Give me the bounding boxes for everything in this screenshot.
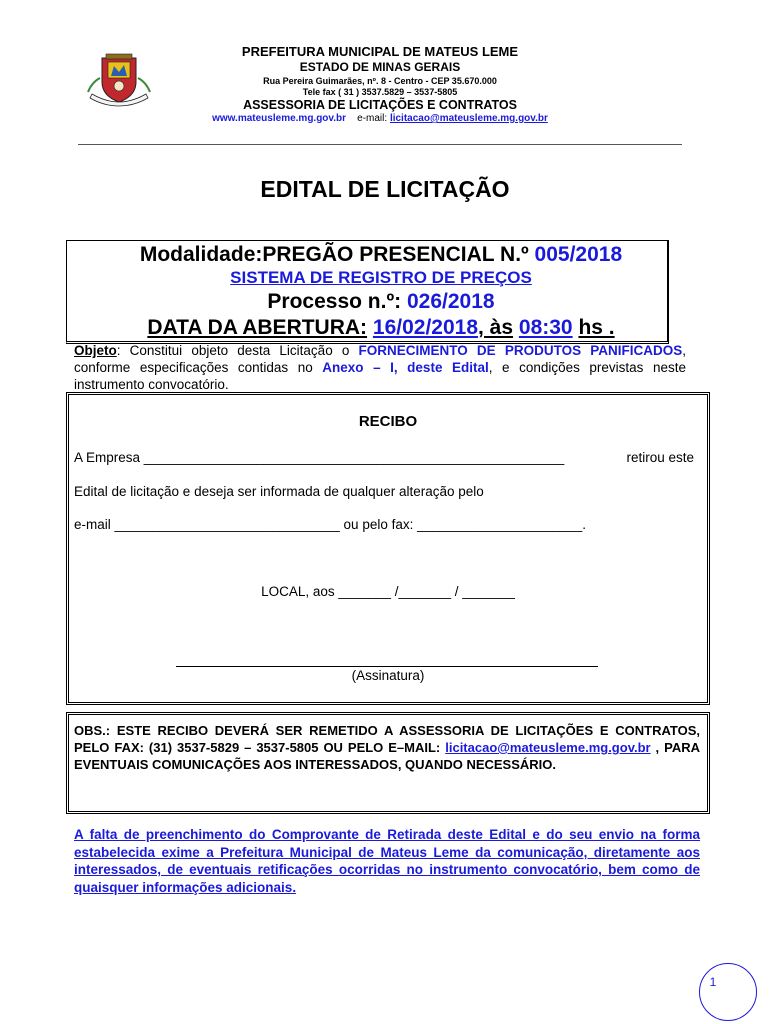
abertura-suffix: hs . (578, 316, 615, 339)
municipal-crest-icon (84, 52, 154, 110)
obs-paragraph (74, 722, 700, 773)
recibo-line2: Edital de licitação e deseja ser informada de qualquer alteração pelo (74, 484, 484, 499)
website-link[interactable]: www.mateusleme.mg.gov.br (212, 113, 347, 124)
header-department: ASSESSORIA DE LICITAÇÕES E CONTRATOS (243, 98, 517, 112)
email-link[interactable]: licitacao@mateusleme.mg.gov.br (389, 113, 548, 124)
obs-text2: , PARA EVENTUAIS COMUNICAÇÕES AOS INTERESSADOS, QUANDO NECESSÁRIO. (74, 740, 700, 772)
recibo-title: RECIBO (358, 413, 418, 430)
objeto-paragraph (74, 342, 686, 393)
objeto-anexo: Anexo – I, deste Edital (322, 360, 489, 375)
empresa-blank[interactable]: ________________________________________________________ (143, 450, 565, 465)
email-label: e-mail: (357, 113, 388, 124)
abertura-label: DATA DA ABERTURA: (147, 316, 368, 339)
objeto-text2: , conforme especificações contidas no (74, 343, 686, 375)
modalidade-label: Modalidade: (139, 243, 263, 266)
signature-label: (Assinatura) (351, 668, 425, 683)
recibo-box (66, 392, 710, 705)
modalidade-type: PREGÃO PRESENCIAL N.º (262, 243, 529, 266)
processo-line (66, 290, 696, 314)
empresa-prefix: A Empresa (74, 450, 141, 465)
abertura-sep: , às (478, 316, 514, 339)
recibo-empresa-line (74, 450, 702, 465)
pregao-number: 005/2018 (534, 243, 623, 266)
header-estado: ESTADO DE MINAS GERAIS (299, 60, 461, 74)
obs-text1: OBS.: ESTE RECIBO DEVERÁ SER REMETIDO A ASSESSORIA DE LICITAÇÕES E CONTRATOS, PELO FAX: (31) 3537-5829 – 3537-5805 OU PELO E–MAIL: (74, 723, 700, 755)
abertura-date: 16/02/2018 (372, 316, 479, 339)
page-number-circle (699, 963, 757, 1021)
header-phone: Tele fax ( 31 ) 3537.5829 – 3537-5805 (302, 87, 458, 97)
document-title: EDITAL DE LICITAÇÃO (260, 176, 510, 202)
local-date-line[interactable]: LOCAL, aos _______ /_______ / _______ (261, 584, 515, 599)
abertura-time: 08:30 (518, 316, 573, 339)
registro-precos: SISTEMA DE REGISTRO DE PREÇOS (230, 268, 532, 287)
header-address: Rua Pereira Guimarães, nº. 8 - Centro - CEP 35.670.000 (263, 76, 497, 86)
obs-email-link[interactable]: licitacao@mateusleme.mg.gov.br (445, 740, 651, 755)
modalidade-line (66, 243, 696, 267)
objeto-label: Objeto (74, 343, 117, 358)
processo-number: 026/2018 (406, 290, 495, 313)
abertura-line (66, 316, 696, 340)
header-contact (150, 113, 610, 124)
header-divider (78, 144, 682, 145)
page-number: 1 (709, 975, 717, 989)
objeto-text3: , e condições previstas neste instrumento convocatório. (74, 360, 686, 392)
email-blank[interactable]: ______________________________ (114, 517, 340, 532)
signature-line[interactable] (176, 666, 598, 667)
processo-label: Processo n.º: (267, 290, 402, 313)
objeto-highlight: FORNECIMENTO DE PRODUTOS PANIFICADOS (358, 343, 683, 358)
retirada-notice: A falta de preenchimento do Comprovante de Retirada deste Edital e do seu envio na forma estabelecida exime a Prefeitura Municipal de Mateus Leme da comunicação, diretamente aos interessados, de eventuais retificações ocorridas no instrumento convocatório, bem como de quaisquer informações adicionais. (74, 827, 700, 895)
empresa-suffix: retirou este (626, 450, 694, 465)
fax-prefix: ou pelo fax: (343, 517, 414, 532)
objeto-text1: : Constitui objeto desta Licitação o (116, 343, 350, 358)
header-prefeitura: PREFEITURA MUNICIPAL DE MATEUS LEME (241, 44, 519, 59)
fax-blank[interactable]: ______________________. (417, 517, 587, 532)
recibo-contact-line (74, 517, 702, 532)
email-prefix: e-mail (74, 517, 111, 532)
